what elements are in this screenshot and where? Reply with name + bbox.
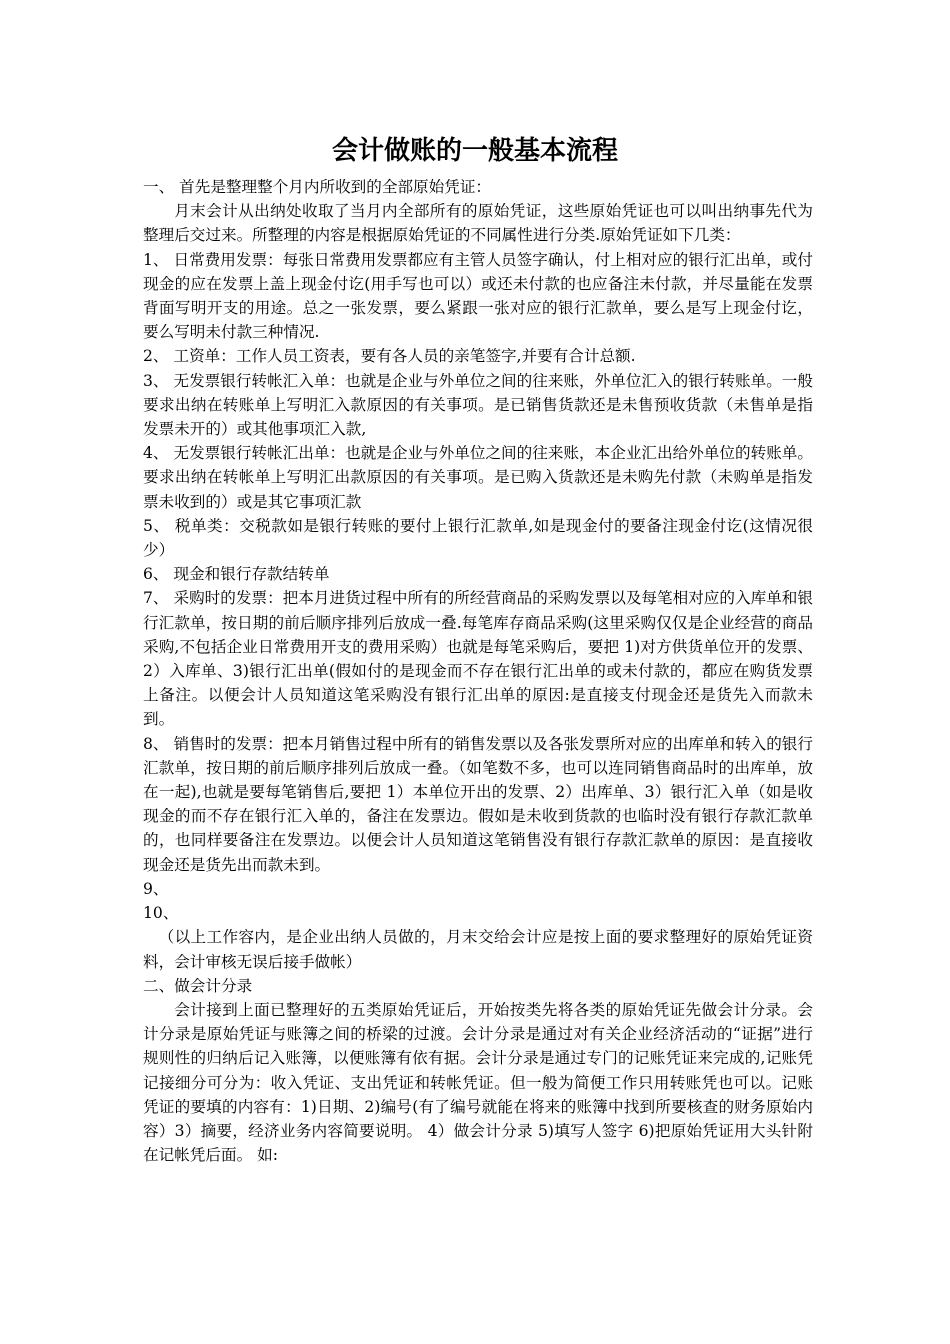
paragraph: 会计接到上面已整理好的五类原始凭证后，开始按类先将各类的原始凭证先做会计分录。会计分录是原始凭证与账簿之间的桥梁的过渡。会计分录是通过对有关企业经济活动的“证据”进行规则性的归纳后记入账簿，以便账簿有依有据。会计分录是通过专门的记账凭证来完成的,记账凭记接细分可分为：收入凭证、支出凭证和转帐凭证。但一般为简便工作只用转账凭也可以。记账凭证的要填的内容有：1)日期、2)编号(有了编号就能在将来的账簿中找到所要核查的财务原始内容）3）摘要，经济业务内容简要说明。 4）做会计分录 5)填写人签字 6)把原始凭证用大头针附在记帐凭后面。 如: bbox=[143, 1000, 813, 1165]
paragraph: 8、 销售时的发票：把本月销售过程中所有的销售发票以及各张发票所对应的出库单和转入的银行汇款单，按日期的前后顺序排列后放成一叠。（如笔数不多，也可以连同销售商品时的出库单，放在一起),也就是要每笔销售后,要把 1）本单位开出的发票、2）出库单、3）银行汇入单（如是收现金的而不存在银行汇入单的，备注在发票边。假如是未收到货款的也临时没有银行存款汇款单的，也同样要备注在发票边。以便会计人员知道这笔销售没有银行存款汇款单的原因：是直接收现金还是货先出而款未到。 bbox=[143, 734, 813, 874]
paragraph: 7、 采购时的发票：把本月进货过程中所有的所经营商品的采购发票以及每笔相对应的入库单和银行汇款单，按日期的前后顺序排列后放成一叠.每笔库存商品采购(这里采购仅仅是企业经营的商品采购,不包括企业日常费用开支的费用采购）也就是每笔采购后，要把 1)对方供货单位开的发票、2）入库单、3)银行汇出单(假如付的是现金而不存在银行汇出单的或未付款的，都应在购货发票上备注。以便会计人员知道这笔采购没有银行汇出单的原因:是直接支付现金还是货先入而款未到。 bbox=[143, 589, 813, 729]
paragraph: 二、做会计分录 bbox=[143, 976, 253, 995]
paragraph: 9、 bbox=[143, 879, 169, 898]
document-body bbox=[143, 175, 813, 1167]
paragraph: 1、 日常费用发票：每张日常费用发票都应有主管人员签字确认，付上相对应的银行汇出单，或付现金的应在发票上盖上现金付讫(用手写也可以）或还未付款的也应备注未付款，并尽量能在发票背面写明开支的用途。总之一张发票，要么紧跟一张对应的银行汇款单，要么是写上现金付讫，要么写明未付款三种情况. bbox=[143, 250, 813, 342]
paragraph: 10、 bbox=[143, 904, 179, 923]
paragraph: 月末会计从出纳处收取了当月内全部所有的原始凭证，这些原始凭证也可以叫出纳事先代为整理后交过来。所整理的内容是根据原始凭证的不同属性进行分类.原始凭证如下几类： bbox=[143, 202, 813, 245]
paragraph: （以上工作容内，是企业出纳人员做的，月末交给会计应是按上面的要求整理好的原始凭证资料，会计审核无误后接手做帐） bbox=[143, 928, 813, 971]
paragraph: 5、 税单类：交税款如是银行转账的要付上银行汇款单,如是现金付的要备注现金付讫(这情况很少） bbox=[143, 516, 813, 560]
document-title: 会计做账的一般基本流程 bbox=[331, 136, 618, 166]
paragraph: 3、 无发票银行转帐汇入单：也就是企业与外单位之间的往来账，外单位汇入的银行转账单。一般要求出纳在转账单上写明汇入款原因的有关事项。是已销售货款还是未售预收货款（未售单是指发票未开的）或其他事项汇入款, bbox=[143, 371, 813, 439]
paragraph: 一、 首先是整理整个月内所收到的全部原始凭证： bbox=[143, 178, 492, 196]
paragraph: 4、 无发票银行转帐汇出单：也就是企业与外单位之间的往来账，本企业汇出给外单位的转账单。要求出纳在转帐单上写明汇出款原因的有关事项。是已购入货款还是未购先付款（未购单是指发票未收到的）或是其它事项汇款 bbox=[143, 444, 813, 511]
paragraph: 2、 工资单：工作人员工资表，要有各人员的亲笔签字,并要有合计总额. bbox=[143, 347, 636, 366]
paragraph: 6、 现金和银行存款结转单 bbox=[143, 565, 330, 584]
